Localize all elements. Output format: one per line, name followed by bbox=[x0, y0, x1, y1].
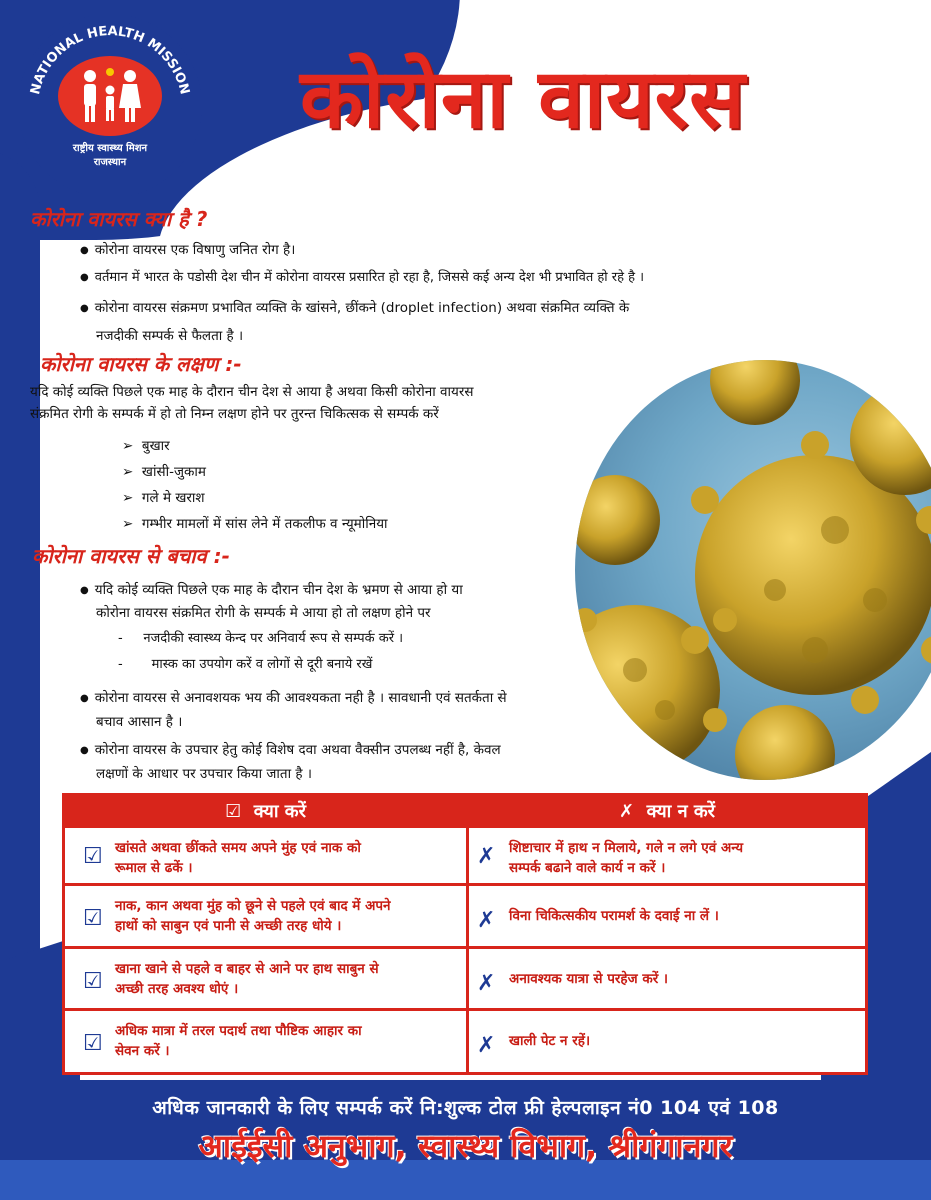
helpline-text: अधिक जानकारी के लिए सम्पर्क करें नि:शुल्क टोल फ्री हेल्पलाइन नं0 104 एवं 108 bbox=[152, 1097, 779, 1119]
virus-image bbox=[575, 360, 931, 780]
table-row-do: ☑ अधिक मात्रा में तरल पदार्थ तथा पौष्टिक आहार का सेवन करें । bbox=[83, 1023, 362, 1060]
row-divider bbox=[65, 883, 865, 886]
page-title: कोरोना वायरस bbox=[300, 52, 746, 147]
column-divider bbox=[466, 796, 469, 1072]
dont-header: ✗ क्या न करें bbox=[618, 801, 716, 822]
table-row-do: ☑ खांसते अथवा छींकते समय अपने मुंह एवं नाक को रूमाल से ढकें । bbox=[83, 840, 361, 877]
symptoms-intro-line1: यदि कोई व्यक्ति पिछले एक माह के दौरान चीन देश से आया है अथवा किसी कोरोना वायरस bbox=[30, 384, 474, 400]
table-row-do: ☑ खाना खाने से पहले व बाहर से आने पर हाथ साबुन से अच्छी तरह अवश्य धोएं । bbox=[83, 961, 379, 998]
cross-icon: ✗ bbox=[477, 844, 496, 869]
what-is-heading: कोरोना वायरस क्या है ? bbox=[30, 207, 208, 231]
table-row-do: ☑ नाक, कान अथवा मुंह को छूने से पहले एवं बाद में अपने हाथों को साबुन एवं पानी से अच्छी तरह धोये । bbox=[83, 898, 391, 935]
symptom-item: ➢ बुखार bbox=[122, 438, 170, 454]
cross-icon: ✗ bbox=[477, 908, 496, 933]
row-divider bbox=[65, 946, 865, 949]
checkbox-icon: ☑ bbox=[225, 801, 242, 822]
nhm-logo bbox=[18, 14, 202, 198]
symptoms-heading: कोरोना वायरस के लक्षण :- bbox=[40, 352, 242, 376]
family-icon bbox=[74, 66, 146, 126]
what-is-point-1: ● कोरोना वायरस एक विषाणु जनित रोग है। bbox=[80, 240, 295, 261]
prevention-heading: कोरोना वायरस से बचाव :- bbox=[32, 544, 230, 568]
prevention-point-3: ● कोरोना वायरस के उपचार हेतु कोई विशेष दवा अथवा वैक्सीन उपलब्ध नहीं है, केवल bbox=[80, 740, 501, 761]
cross-icon: ✗ bbox=[618, 801, 635, 822]
checkbox-icon: ☑ bbox=[83, 969, 103, 994]
table-row-dont: ✗ शिष्टाचार में हाथ न मिलाये, गले न लगे एवं अन्य सम्पर्क बढाने वाले कार्य न करें । bbox=[477, 840, 744, 877]
prevention-sub-item: - मास्क का उपयोग करें व लोगों से दूरी बनाये रखें bbox=[118, 657, 373, 672]
symptom-item: ➢ गले मे खराश bbox=[122, 490, 205, 506]
logo-hindi-line2: राजस्थान bbox=[93, 157, 127, 168]
table-header bbox=[65, 796, 865, 828]
virus-illustration bbox=[575, 360, 931, 780]
prevention-point-2-cont: बचाव आसान है । bbox=[96, 714, 183, 730]
prevention-point-3-cont: लक्षणों के आधार पर उपचार किया जाता है । bbox=[96, 766, 312, 782]
prevention-point-1: ● यदि कोई व्यक्ति पिछले एक माह के दौरान चीन देश के भ्रमण से आया हो या bbox=[80, 580, 463, 601]
checkbox-icon: ☑ bbox=[83, 844, 103, 869]
prevention-point-2: ● कोरोना वायरस से अनावशयक भय की आवश्यकता नही है । सावधानी एवं सतर्कता से bbox=[80, 688, 507, 709]
what-is-point-3-cont: नजदीकी सम्पर्क से फैलता है । bbox=[96, 328, 244, 344]
table-row-dont: ✗ अनावश्यक यात्रा से परहेज करें । bbox=[477, 969, 857, 999]
prevention-point-1-cont: कोरोना वायरस संक्रमित रोगी के सम्पर्क मे आया हो तो लक्षण होने पर bbox=[96, 605, 431, 621]
what-is-point-3: ● कोरोना वायरस संक्रमण प्रभावित व्यक्ति के खांसने, छींकने (droplet infection) अथवा संक्रमित व्यक्ति के bbox=[80, 298, 629, 319]
checkbox-icon: ☑ bbox=[83, 906, 103, 931]
svg-text:NATIONAL HEALTH MISSION: NATIONAL HEALTH MISSION bbox=[28, 24, 192, 97]
dos-and-donts-table bbox=[62, 793, 868, 1075]
row-divider bbox=[65, 1008, 865, 1011]
symptoms-intro-line2: संक्रमित रोगी के सम्पर्क में हो तो निम्न लक्षण होने पर तुरन्त चिकित्सक से सम्पर्क करें bbox=[30, 406, 439, 422]
cross-icon: ✗ bbox=[477, 1033, 496, 1058]
cross-icon: ✗ bbox=[477, 971, 496, 996]
what-is-point-2: ● वर्तमान में भारत के पडोसी देश चीन में कोरोना वायरस प्रसारित हो रहा है, जिससे कई अन्य देश भी प्रभावित हो रहे है । bbox=[80, 268, 644, 288]
logo-hindi-line1: राष्ट्रीय स्वास्थ्य मिशन bbox=[72, 143, 148, 154]
prevention-sub-item: - नजदीकी स्वास्थ्य केन्द पर अनिवार्य रूप से सम्पर्क करें । bbox=[118, 631, 404, 646]
symptom-item: ➢ खांसी-जुकाम bbox=[122, 464, 206, 480]
table-row-dont: ✗ खाली पेट न रहें। bbox=[477, 1031, 857, 1061]
department-name: आईईसी अनुभाग, स्वास्थ्य विभाग, श्रीगंगानगर bbox=[198, 1127, 733, 1165]
symptom-item: ➢ गम्भीर मामलों में सांस लेने में तकलीफ व न्यूमोनिया bbox=[122, 516, 388, 532]
table-row-dont: ✗ विना चिकित्सकीय परामर्श के दवाई ना लें । bbox=[477, 906, 857, 936]
checkbox-icon: ☑ bbox=[83, 1031, 103, 1056]
do-header: ☑ क्या करें bbox=[225, 801, 306, 822]
